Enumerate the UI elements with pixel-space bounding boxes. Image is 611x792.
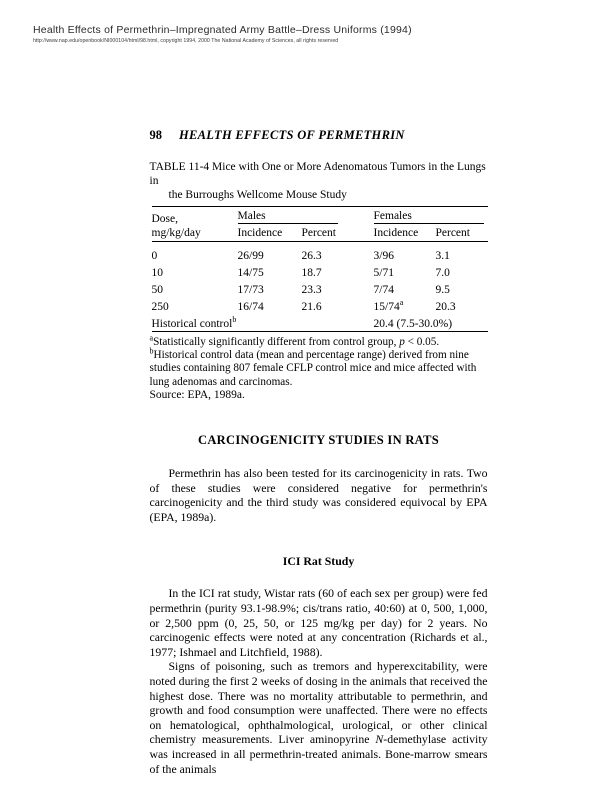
group-header-males-label: Males [238,210,338,224]
cell-dose: 250 [151,300,169,313]
paragraph-signs-of-poisoning [150,659,488,776]
table-historical-control-row [152,313,488,332]
cell-dose: 50 [151,283,163,296]
cell-male-percent: 21.6 [301,300,322,313]
cell-male-percent: 23.3 [301,283,322,296]
cell-male-incidence: 17/73 [237,283,264,296]
cell-male-incidence: 14/75 [237,266,264,279]
cell-female-percent: 20.3 [435,300,456,313]
group-header-females-label: Females [374,210,484,224]
footnote-a-marker: a [149,333,154,343]
table-source: Source: EPA, 1989a. [149,388,245,401]
table-caption-line-2: the Burroughs Wellcome Mouse Study [168,189,347,201]
cell-dose: 0 [151,249,158,262]
scan-header-title: Health Effects of Permethrin–Impregnated Army Battle–Dress Uniforms (1994) [33,24,412,36]
cell-female-incidence [374,262,436,279]
cell-female-incidence-value: 7/74 [373,283,394,296]
table-row [152,245,488,262]
table-caption [150,160,488,202]
poisoning-text-part-2: -demethylase activity was increased in all permethrin-treated animals. Bone-marrow smears of the animals [149,732,488,776]
section-heading-carcinogenicity: CARCINOGENICITY STUDIES IN RATS [198,433,439,448]
poisoning-text-part-1: Signs of poisoning, such as tremors and hyperexcitability, were noted during the first 2 weeks of dosing in the animals that received the highest dose. There was no mortality attributable to permethrin, and growth and food consumption were unaffected. There were no effects on hematological, ophthalmological, urological, or other clinical chemistry measurements. Liver aminopyrine [149,659,488,747]
footnote-b-text: Historical control data (mean and percentage range) derived from nine studies containing 807 female CFLP control mice and mice affected with lung adenomas and carcinomas. [149,349,477,388]
table-row [152,279,488,296]
column-header-male-percent: Percent [301,227,336,239]
cell-historical-control-label [152,313,374,332]
table-bottom-rule [152,332,488,336]
historical-control-footnote: b [232,314,237,324]
scan-header-url: http://www.nap.edu/openbook/NI000104/html/98.html, copyright 1994, 2000 The National Academy of Sciences, all rights reserved [33,38,339,45]
page-number: 98 [149,128,162,142]
group-header-females [374,210,488,225]
cell-female-incidence [374,296,436,313]
running-head [150,128,488,143]
column-header-male-incidence: Incidence [237,227,283,239]
cell-female-incidence-value: 3/96 [373,249,394,262]
cell-female-incidence [374,245,436,262]
page-content [124,128,488,776]
cell-historical-control-value: 20.4 (7.5-30.0%) [373,317,453,330]
cell-female-percent: 9.5 [435,283,450,296]
paragraph-ici-rat-study: In the ICI rat study, Wistar rats (60 of each sex per group) were fed permethrin (purity 93.1-98.9%; cis/trans ratio, 40:60) at 0, 500, 1,000, or 2,500 ppm (0, 25, 50, or 125 mg/kg per day) for 2 years. No carcinogenic effects were noted at any concentration (Richards et al., 1977; Ishmael and Litchfield, 1988). [149,586,488,659]
document-page [0,128,611,776]
footnote-a [149,333,490,349]
stub-head-line-2: mg/kg/day [151,227,201,239]
cell-male-percent: 18.7 [301,266,322,279]
cell-male-incidence: 26/99 [237,249,264,262]
cell-male-percent: 26.3 [301,249,322,262]
cell-female-percent: 3.1 [435,249,450,262]
cell-female-incidence-value: 15/74 [373,300,400,313]
adenomatous-tumors-table [152,206,488,335]
footnote-a-text-1: Statistically significantly different from control group, [153,336,400,348]
footnote-a-p-symbol: p [399,336,405,348]
column-header-female-incidence: Incidence [373,227,419,239]
cell-female-percent: 7.0 [435,266,450,279]
column-header-female-percent: Percent [435,227,470,239]
cell-dose: 10 [151,266,163,279]
footnote-b-marker: b [149,346,154,356]
paragraph-carcinogenicity: Permethrin has also been tested for its carcinogenicity in rats. Two of these studies were considered negative for permethrin's carcinogenicity and the third study was considered equivocal by EPA (EPA, 1989a). [149,466,488,524]
historical-control-label-text: Historical control [151,317,233,330]
footnote-a-text-2: < 0.05. [404,336,440,348]
table-row [152,262,488,279]
group-header-males [238,210,374,225]
section-heading-ici-rat-study: ICI Rat Study [282,554,355,569]
table-caption-line-1: TABLE 11-4 Mice with One or More Adenomatous Tumors in the Lungs in [149,161,486,187]
running-title: HEALTH EFFECTS OF PERMETHRIN [179,128,405,142]
table-footnotes [149,333,490,402]
footnote-b [149,346,490,389]
table-group-header-row [152,210,488,225]
cell-male-incidence: 16/74 [237,300,264,313]
cell-female-incidence-footnote: a [399,297,404,307]
poisoning-italic-n: N [375,732,384,747]
cell-female-incidence [374,279,436,296]
table-row [152,296,488,313]
scan-header [33,24,578,44]
cell-female-incidence-value: 5/71 [373,266,394,279]
table-column-header-row [152,225,488,242]
stub-head-line-1: Dose, [151,213,179,225]
